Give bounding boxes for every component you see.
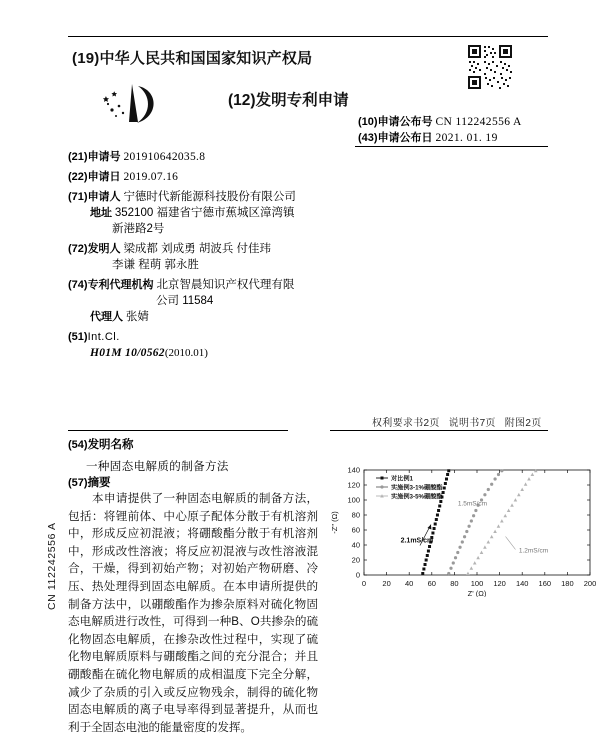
invention-title-text: 一种固态电解质的制备方法	[86, 461, 229, 473]
ipc-code: (51)	[68, 331, 88, 343]
svg-text:100: 100	[470, 579, 484, 588]
svg-text:实施例3-5%硼酸酯: 实施例3-5%硼酸酯	[391, 493, 443, 501]
svg-text:140: 140	[347, 465, 360, 475]
inventors-line1: 梁成都 刘成勇 胡波兵 付佳玮	[123, 243, 272, 255]
abstract-label: 摘要	[87, 477, 111, 489]
invention-title-section	[68, 436, 318, 474]
agency-code: (74)	[68, 279, 88, 291]
ipc-classification: H01M 10/0562	[90, 347, 165, 359]
agent-value: 张婧	[125, 311, 149, 323]
publication-number-label: 申请公布号	[377, 116, 433, 128]
applicant-address-line2-row	[68, 224, 313, 235]
application-number-row	[68, 152, 313, 163]
svg-text:0: 0	[361, 579, 367, 588]
application-number-label: 申请号	[87, 151, 121, 163]
abstract-text: 本申请提供了一种固态电解质的制备方法，包括：将锂前体、中心原子配体分散于有机溶剂中，形成反应初混液；将硼酸酯分散于有机溶剂中，形成改性溶液；将反应初混液与改性溶液混合，干燥，得到初始产物；对初始产物研磨、冷压、热处理得到固态电解质。在本申请所提供的制备方法中，以硼酸酯作为掺杂原料对硫化物固态电解质进行改性，可得到一种B、O共掺杂的硫化物固态电解质，在掺杂改性过程中，实现了硫化物电解质原料与硼酸酯之间的充分混合；并且硼酸酯在硫化物电解质的成相温度下完全分解，减少了杂质的引入或反应物残余，制得的硫化物固态电解质的离子电导率得到显著提升，从而也利于全固态电池的能量密度的发挥。	[68, 492, 318, 734]
application-date-code: (22)	[68, 171, 88, 183]
svg-text:60: 60	[427, 579, 436, 588]
publication-info	[358, 114, 522, 146]
application-number-value: 201910642035.8	[123, 151, 206, 163]
impedance-chart	[330, 462, 598, 597]
publication-date-row	[358, 130, 522, 146]
applicant-value: 宁德时代新能源科技股份有限公司	[123, 191, 296, 203]
publication-divider	[355, 146, 548, 147]
document-kind	[228, 88, 349, 110]
inventors-line2-row	[68, 260, 313, 271]
svg-text:Z' (Ω): Z' (Ω)	[467, 589, 487, 597]
application-number-code: (21)	[68, 151, 88, 163]
svg-text:160: 160	[538, 579, 552, 588]
application-date-label: 申请日	[87, 171, 121, 183]
svg-text:40: 40	[405, 579, 414, 588]
svg-text:对比例1: 对比例1	[391, 475, 414, 483]
inventors-label: 发明人	[87, 243, 121, 255]
cnipa-emblem-icon	[96, 80, 174, 126]
agent-label: 代理人	[90, 311, 123, 323]
office-name: 中华人民共和国国家知识产权局	[99, 50, 313, 67]
invention-title-label: 发明名称	[87, 439, 134, 451]
claims-pages: 权利要求书2页	[372, 418, 440, 429]
svg-text:实施例3-1%硼酸酯: 实施例3-1%硼酸酯	[391, 484, 443, 492]
kind-name: 发明专利申请	[255, 92, 349, 109]
qr-code-icon	[466, 43, 514, 91]
svg-text:1.5mS/cm: 1.5mS/cm	[457, 500, 488, 508]
agency-value-line2-row	[68, 296, 313, 307]
svg-text:80: 80	[450, 579, 459, 588]
address-label: 地址	[90, 207, 112, 219]
agency-label: 专利代理机构	[87, 279, 154, 291]
svg-text:140: 140	[515, 579, 529, 588]
ipc-classification-row	[68, 348, 313, 359]
publication-number-row	[358, 114, 522, 130]
svg-text:200: 200	[583, 579, 597, 588]
applicant-address-line1-row	[68, 208, 313, 219]
inventors-row	[68, 244, 313, 271]
page-title	[72, 47, 312, 68]
bibliographic-data	[68, 152, 313, 368]
agency-row	[68, 280, 313, 323]
drawings-pages: 附图2页	[504, 418, 542, 429]
ipc-row	[68, 332, 313, 359]
address-line1: 352100 福建省宁德市蕉城区漳湾镇	[114, 207, 295, 219]
svg-text:100: 100	[347, 495, 360, 505]
publication-number-code: (10)	[358, 116, 378, 128]
ipc-version: (2010.01)	[164, 347, 208, 359]
application-date-row	[68, 172, 313, 183]
description-pages: 说明书7页	[448, 418, 496, 429]
publication-date-label: 申请公布日	[377, 132, 433, 144]
svg-text:20: 20	[351, 555, 360, 565]
svg-text:120: 120	[347, 480, 360, 490]
inventors-line2: 李谦 程萌 郭永胜	[112, 259, 199, 271]
application-date-value: 2019.07.16	[123, 171, 179, 183]
pages-divider	[330, 430, 548, 431]
publication-date-code: (43)	[358, 132, 378, 144]
kind-code: (12)	[228, 92, 256, 109]
publication-number-value: CN 112242556 A	[435, 116, 522, 128]
inventors-code: (72)	[68, 243, 88, 255]
applicant-label: 申请人	[87, 191, 121, 203]
svg-text:120: 120	[493, 579, 506, 588]
applicant-code: (71)	[68, 191, 88, 203]
svg-text:20: 20	[382, 579, 391, 588]
header-divider	[68, 36, 548, 37]
agency-value-line1: 北京智晨知识产权代理有限	[156, 279, 295, 291]
publication-date-value: 2021. 01. 19	[435, 132, 498, 144]
svg-text:2.1mS/cm: 2.1mS/cm	[400, 537, 434, 545]
invention-title-code: (54)	[68, 439, 88, 451]
svg-text:180: 180	[561, 579, 574, 588]
abstract-heading	[68, 474, 111, 490]
ipc-label: Int.Cl.	[87, 331, 120, 343]
svg-text:1.2mS/cm: 1.2mS/cm	[518, 547, 549, 555]
abstract-code: (57)	[68, 477, 88, 489]
applicant-row	[68, 192, 313, 235]
svg-text:-Z" (Ω): -Z" (Ω)	[330, 511, 339, 534]
office-code: (19)	[72, 50, 100, 67]
page-counts	[372, 414, 551, 429]
address-line2: 新港路2号	[112, 223, 165, 235]
agency-value-line2: 公司 11584	[156, 295, 214, 307]
svg-text:80: 80	[351, 510, 360, 520]
svg-text:40: 40	[351, 540, 360, 550]
title-divider	[68, 430, 288, 431]
side-publication-code: CN 112242556 A	[46, 522, 58, 610]
svg-text:60: 60	[351, 525, 360, 535]
svg-text:0: 0	[355, 570, 360, 580]
agent-row	[68, 312, 313, 323]
